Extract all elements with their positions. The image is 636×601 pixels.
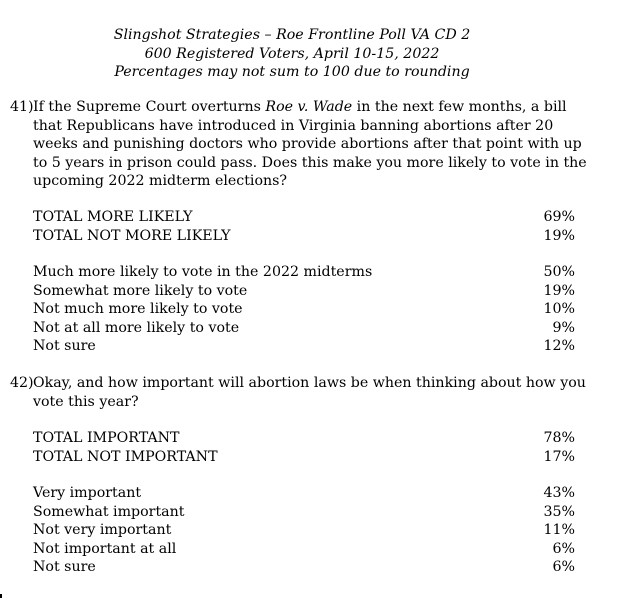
- table-row: [33, 319, 575, 338]
- q41-responses: [33, 263, 575, 356]
- question-number: 41): [10, 99, 34, 115]
- row-value: 50%: [543, 264, 575, 280]
- row-label: TOTAL IMPORTANT: [33, 430, 180, 446]
- row-value: 6%: [552, 559, 575, 575]
- q42-responses: [33, 484, 575, 577]
- table-row: [33, 484, 575, 503]
- row-value: 6%: [552, 540, 575, 557]
- poll-note: Percentages may not sum to 100 due to rounding: [114, 64, 470, 80]
- row-value: 43%: [543, 485, 575, 501]
- q42-totals: [33, 429, 575, 466]
- row-label: TOTAL NOT IMPORTANT: [33, 448, 218, 465]
- table-row: [33, 300, 575, 319]
- question-text: If the Supreme Court overturns Roe v. Wade in the next few months, a bill that Republicans have introduced in Virginia banning abortions after 20 weeks and punishing doctors who provide abortions after that point with up to 5 years in prison could pass. Does this make you more likely to vote in the upcoming 2022 midterm elections?: [33, 99, 587, 189]
- question-text: Okay, and how important will abortion laws be when thinking about how you vote this year?: [33, 375, 586, 410]
- row-value: 10%: [543, 301, 575, 317]
- row-value: 9%: [552, 319, 575, 336]
- row-value: 11%: [543, 522, 575, 538]
- row-value: 17%: [543, 448, 575, 465]
- row-label: Not at all more likely to vote: [33, 319, 240, 336]
- row-label: Somewhat important: [33, 503, 185, 520]
- poll-title: Slingshot Strategies – Roe Frontline Poll VA CD 2: [113, 27, 471, 43]
- page-edge-mark: [0, 594, 2, 598]
- q41-totals: [33, 208, 575, 245]
- row-label: Not much more likely to vote: [33, 301, 243, 317]
- row-value: 19%: [543, 227, 575, 244]
- table-row: [33, 540, 575, 559]
- table-row: [33, 558, 575, 577]
- question-42: [10, 374, 590, 411]
- row-label: TOTAL NOT MORE LIKELY: [33, 227, 231, 244]
- table-row: [33, 263, 575, 282]
- row-label: Somewhat more likely to vote: [33, 282, 248, 299]
- row-label: Not sure: [33, 559, 96, 575]
- question-41: [10, 98, 590, 191]
- case-name: Roe v. Wade: [265, 99, 353, 115]
- document-header: [0, 26, 584, 82]
- table-row: [33, 448, 575, 467]
- table-row: [33, 208, 575, 227]
- row-label: Not important at all: [33, 540, 177, 557]
- table-row: [33, 227, 575, 246]
- row-label: Not sure: [33, 338, 96, 354]
- row-value: 35%: [543, 503, 575, 520]
- table-row: [33, 521, 575, 540]
- poll-sample: 600 Registered Voters, April 10-15, 2022: [144, 45, 440, 62]
- row-value: 12%: [543, 338, 575, 354]
- table-row: [33, 282, 575, 301]
- question-number: 42): [10, 375, 34, 391]
- row-value: 19%: [543, 282, 575, 299]
- row-value: 69%: [543, 209, 575, 225]
- row-label: Much more likely to vote in the 2022 midterms: [33, 264, 373, 280]
- table-row: [33, 429, 575, 448]
- row-label: Not very important: [33, 522, 172, 538]
- row-label: TOTAL MORE LIKELY: [33, 209, 193, 225]
- row-value: 78%: [543, 430, 575, 446]
- table-row: [33, 337, 575, 356]
- row-label: Very important: [33, 485, 142, 501]
- table-row: [33, 503, 575, 522]
